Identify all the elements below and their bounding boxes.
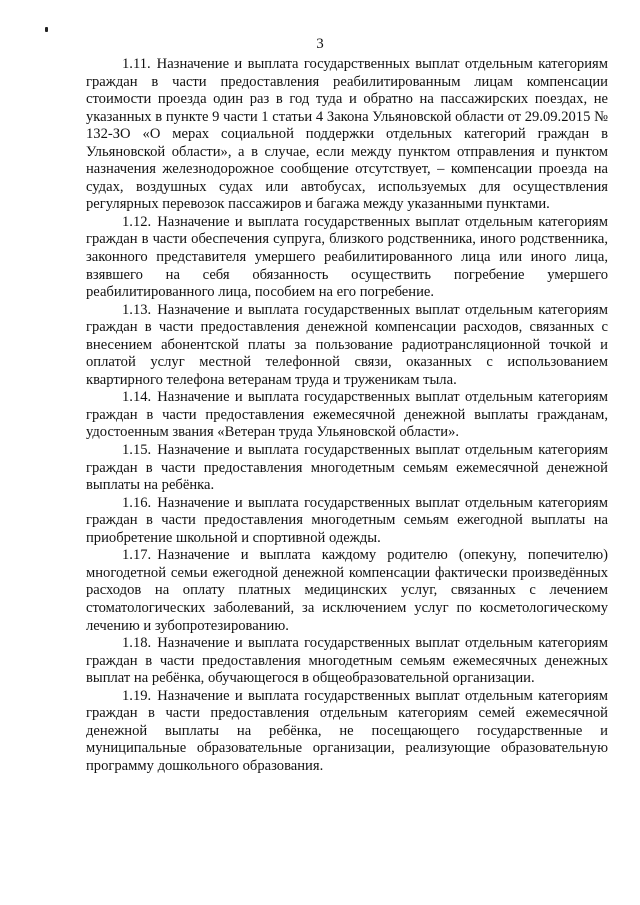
paragraph-1-12 [86,214,608,302]
paragraph-text: Назначение и выплата каждому родителю (опекуну, попечителю) многодетной семьи ежегодной денежной компенсации фактически произведённых расходов на оплату платных медицинских услуг, связанных с лечением стоматологических заболеваний, за исключением услуг по косметологическому лечению и зубопротезированию. [86,547,608,634]
paragraph-number: 1.11. [122,56,151,72]
paragraph-text: Назначение и выплата государственных выплат отдельным категориям граждан в части предоставления отдельным категориям семей ежемесячной денежной выплаты на ребёнка, не посещающего государственные и муниципальные образовательные организации, реализующие образовательную программу дошкольного образования. [86,687,608,774]
paragraph-1-15 [86,442,608,495]
paragraph-text: Назначение и выплата государственных выплат отдельным категориям граждан в части предоставления многодетным семьям ежемесячных денежных выплат на ребёнка, обучающегося в общеобразовательной организации. [86,635,608,687]
paragraph-1-11 [86,56,608,214]
paragraph-number: 1.19. [122,687,152,704]
paragraph-1-13 [86,302,608,390]
paragraph-1-19 [86,688,608,776]
paragraph-text: Назначение и выплата государственных выплат отдельным категориям граждан в части предоставления реабилитированным лицам компенсации стоимости проезда один раз в год туда и обратно на пассажирских поездах, не указанных в пункте 9 части 1 статьи 4 Закона Ульяновской области от 29.09.2015 № 132-ЗО «О мерах социальной поддержки отдельных категорий граждан в Ульяновской области», а в случае, если между пунктом отправления и пунктом назначения железнодорожное сообщение отсутствует, – компенсации проезда на судах, воздушных судах или автобусах, используемых для осуществления регулярных перевозок пассажиров и багажа между указанными пунктами. [86,56,608,213]
paragraph-text: Назначение и выплата государственных выплат отдельным категориям граждан в части предоставления многодетным семьям ежегодной выплаты на приобретение школьной и спортивной одежды. [86,494,608,546]
paragraph-number: 1.17. [122,547,152,564]
paragraph-text: Назначение и выплата государственных выплат отдельным категориям граждан в части предоставления денежной компенсации расходов, связанных с внесением абонентской платы за пользование радиотрансляционной точкой и оплатой услуг местной телефонной связи, оказанных с использованием квартирного телефона ветеранам труда и труженикам тыла. [86,301,608,388]
paragraph-number: 1.16. [122,494,152,511]
paragraph-number: 1.13. [122,301,152,318]
paragraph-text: Назначение и выплата государственных выплат отдельным категориям граждан в части обеспечения супруга, близкого родственника, иного родственника, законного представителя умершего реабилитированного лица или иного лица, взявшего на себя обязанность осуществить погребение умершего реабилитированного лица, пособием на его погребение. [86,213,608,301]
paragraph-1-16 [86,495,608,548]
paragraph-number: 1.18. [122,635,152,652]
paragraph-number: 1.15. [122,442,152,459]
paragraph-number: 1.14. [122,389,152,406]
paragraph-1-18 [86,635,608,688]
paragraph-text: Назначение и выплата государственных выплат отдельным категориям граждан в части предоставления ежемесячной денежной выплаты гражданам, удостоенным звания «Ветеран труда Ульяновской области». [86,389,608,441]
paragraph-1-17 [86,547,608,635]
document-body [86,56,608,775]
scan-mark [45,27,48,32]
paragraph-number: 1.12. [122,213,152,230]
paragraph-1-14 [86,389,608,442]
paragraph-text: Назначение и выплата государственных выплат отдельным категориям граждан в части предоставления многодетным семьям ежемесячной денежной выплаты на ребёнка. [86,442,608,494]
page-number: 3 [316,36,324,52]
